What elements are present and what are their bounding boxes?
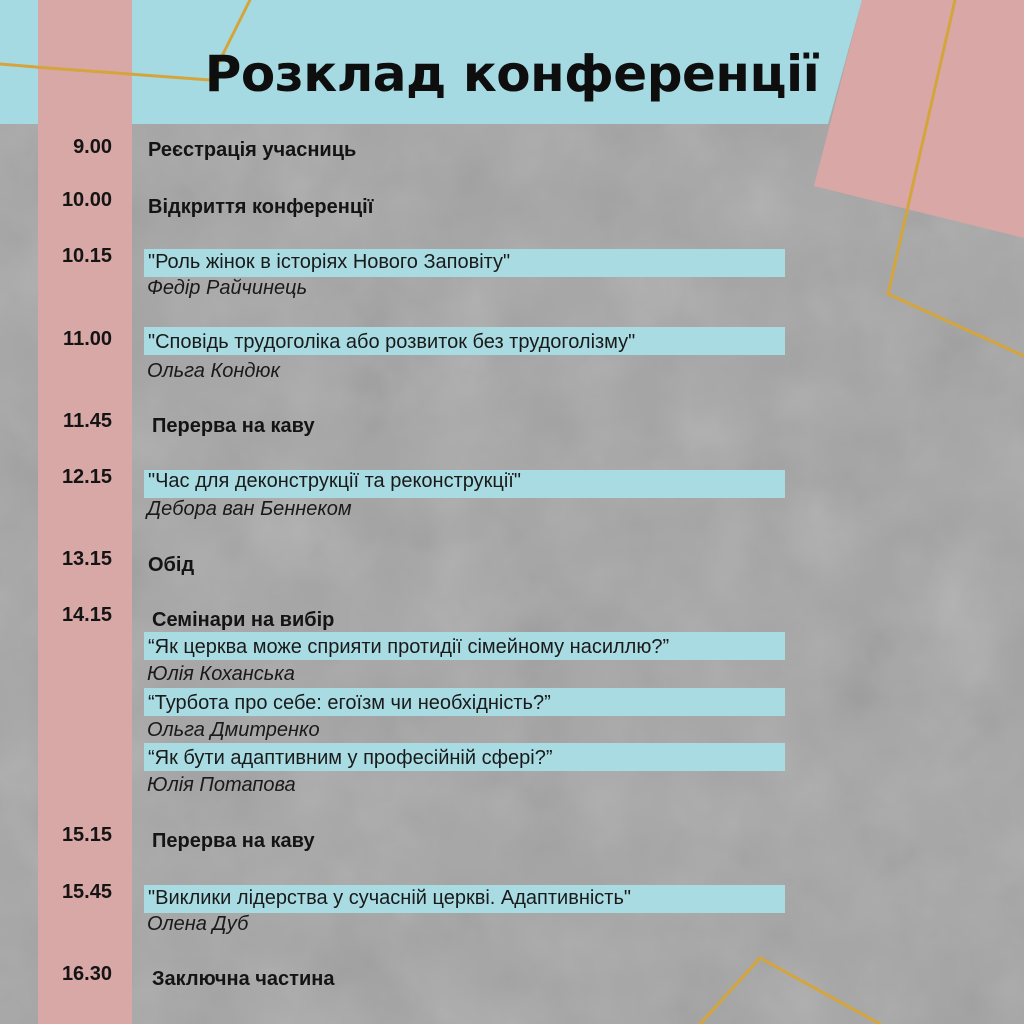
time-0900: 9.00 — [73, 136, 112, 158]
time-1145: 11.45 — [63, 410, 112, 432]
time-1630: 16.30 — [61, 963, 112, 985]
speaker-name: Дебора ван Беннеком — [147, 498, 352, 520]
talk-title: "Роль жінок в історіях Нового Заповіту" — [148, 251, 511, 273]
talk-title: "Сповідь трудоголіка або розвиток без трудоголізму" — [148, 331, 636, 353]
item-registration: Реєстрація учасниць — [148, 139, 357, 161]
seminar-title: “Як церква може сприяти протидії сімейному насиллю?” — [148, 636, 670, 658]
time-1315: 13.15 — [61, 548, 112, 570]
talk-title: "Час для деконструкції та реконструкції" — [148, 470, 521, 492]
seminar-speaker: Юлія Потапова — [147, 774, 296, 796]
seminar-speaker: Юлія Коханська — [147, 663, 295, 685]
time-1000: 10.00 — [61, 189, 112, 211]
seminar-title: “Турбота про себе: егоїзм чи необхідність?” — [148, 692, 551, 714]
talk-title: "Виклики лідерства у сучасній церкві. Адаптивність" — [148, 887, 631, 909]
page-title: Розклад конференції — [204, 45, 820, 103]
speaker-name: Олена Дуб — [147, 913, 249, 935]
seminar-speaker: Ольга Дмитренко — [147, 719, 320, 741]
item-opening: Відкриття конференції — [148, 196, 374, 218]
time-1215: 12.15 — [61, 466, 112, 488]
item-lunch: Обід — [148, 554, 195, 576]
time-1100: 11.00 — [63, 328, 112, 350]
seminar-title: “Як бути адаптивним у професійній сфері?” — [148, 747, 553, 769]
time-1015: 10.15 — [61, 245, 112, 267]
item-coffee-break-2: Перерва на каву — [152, 830, 315, 852]
time-1545: 15.45 — [61, 881, 112, 903]
speaker-name: Федір Райчинець — [147, 277, 308, 299]
time-1415: 14.15 — [61, 604, 112, 626]
time-1515: 15.15 — [61, 824, 112, 846]
item-coffee-break: Перерва на каву — [152, 415, 315, 437]
speaker-name: Ольга Кондюк — [147, 360, 280, 382]
item-closing: Заключна частина — [152, 968, 335, 990]
item-seminars: Семінари на вибір — [152, 609, 335, 631]
